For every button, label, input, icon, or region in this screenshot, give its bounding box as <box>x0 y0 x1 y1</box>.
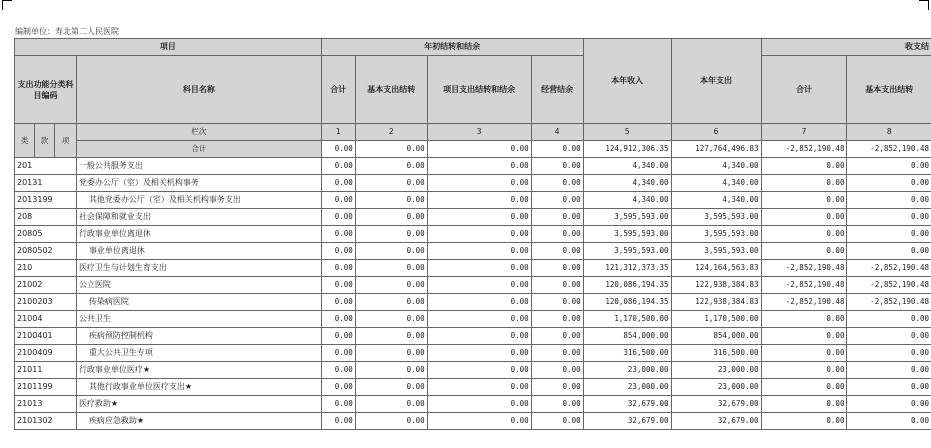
row-value-cell: 0.00 <box>321 175 355 192</box>
row-value-cell: 0.00 <box>761 209 847 226</box>
row-subject-name: 疾病应急救助★ <box>76 413 321 430</box>
row-value-cell: 0.00 <box>427 260 531 277</box>
header-project-carry: 项目支出结转和结余 <box>427 56 531 124</box>
row-value-cell: 0.00 <box>847 226 931 243</box>
row-value-cell: 0.00 <box>321 226 355 243</box>
row-value-cell: 316,500.00 <box>671 345 761 362</box>
row-subject-name: 行政事业单位医疗★ <box>76 362 321 379</box>
row-value-cell: 0.00 <box>761 243 847 260</box>
row-value-cell: 4,340.00 <box>671 158 761 175</box>
row-value-cell: 4,340.00 <box>671 192 761 209</box>
row-value-cell: 0.00 <box>847 158 931 175</box>
sum-cell: 0.00 <box>355 141 427 158</box>
row-value-cell: 316,500.00 <box>583 345 671 362</box>
table-row <box>15 209 931 226</box>
row-value-cell: 0.00 <box>355 260 427 277</box>
row-value-cell: 0.00 <box>531 243 583 260</box>
row-value-cell: 3,595,593.00 <box>671 243 761 260</box>
row-value-cell: 0.00 <box>321 277 355 294</box>
row-value-cell: 0.00 <box>321 209 355 226</box>
row-value-cell: 0.00 <box>761 396 847 413</box>
table-row <box>15 345 931 362</box>
row-value-cell: 0.00 <box>355 294 427 311</box>
row-value-cell: 0.00 <box>427 226 531 243</box>
row-value-cell: 0.00 <box>847 413 931 430</box>
row-value-cell: 854,000.00 <box>583 328 671 345</box>
row-value-cell: 0.00 <box>427 175 531 192</box>
row-value-cell: 0.00 <box>355 209 427 226</box>
row-value-cell: 0.00 <box>531 192 583 209</box>
row-value-cell: 120,086,194.35 <box>583 294 671 311</box>
row-value-cell: 0.00 <box>355 328 427 345</box>
sum-row-label: 合计 <box>76 141 321 158</box>
row-subject-name: 公共卫生 <box>76 311 321 328</box>
table-row <box>15 311 931 328</box>
row-value-cell: 3,595,593.00 <box>671 226 761 243</box>
row-value-cell: 3,595,593.00 <box>583 226 671 243</box>
row-value-cell: 1,170,500.00 <box>671 311 761 328</box>
row-value-cell: 0.00 <box>847 328 931 345</box>
row-value-cell: 0.00 <box>355 226 427 243</box>
row-value-cell: 4,340.00 <box>583 175 671 192</box>
row-value-cell: 4,340.00 <box>583 192 671 209</box>
row-value-cell: 0.00 <box>427 413 531 430</box>
row-value-cell: 0.00 <box>427 243 531 260</box>
row-value-cell: 0.00 <box>321 362 355 379</box>
row-value-cell: -2,852,190.48 <box>847 260 931 277</box>
table-row <box>15 362 931 379</box>
row-value-cell: 0.00 <box>355 345 427 362</box>
col-num: 6 <box>671 124 761 141</box>
header-total2: 合计 <box>761 56 847 124</box>
table-row <box>15 158 931 175</box>
row-code: 20131 <box>15 175 77 192</box>
row-value-cell: 0.00 <box>847 175 931 192</box>
row-subject-name: 公立医院 <box>76 277 321 294</box>
row-value-cell: 0.00 <box>427 379 531 396</box>
frame-corner-top <box>2 0 12 1</box>
unit-label: 编制单位：寿北第二人民医院 <box>15 27 119 36</box>
row-value-cell: 0.00 <box>531 345 583 362</box>
row-value-cell: 124,164,563.83 <box>671 260 761 277</box>
row-value-cell: 4,340.00 <box>583 158 671 175</box>
row-value-cell: 0.00 <box>847 311 931 328</box>
row-subject-name: 一般公共服务支出 <box>76 158 321 175</box>
row-value-cell: 4,340.00 <box>671 175 761 192</box>
frame-corner-right <box>928 0 929 10</box>
row-code: 2013199 <box>15 192 77 209</box>
row-value-cell: 0.00 <box>761 192 847 209</box>
col-num: 1 <box>321 124 355 141</box>
row-value-cell: 0.00 <box>321 158 355 175</box>
col-num: 5 <box>583 124 671 141</box>
row-value-cell: 23,000.00 <box>671 362 761 379</box>
row-code: 20805 <box>15 226 77 243</box>
row-value-cell: 0.00 <box>355 175 427 192</box>
row-value-cell: 0.00 <box>847 345 931 362</box>
sum-cell: 0.00 <box>427 141 531 158</box>
row-value-cell: 23,000.00 <box>583 379 671 396</box>
table-row <box>15 413 931 430</box>
table-row <box>15 379 931 396</box>
table-row <box>15 294 931 311</box>
row-value-cell: 0.00 <box>847 209 931 226</box>
row-value-cell: 0.00 <box>321 311 355 328</box>
row-index-label: 栏次 <box>76 124 321 141</box>
sum-cell: 0.00 <box>531 141 583 158</box>
row-value-cell: -2,852,190.48 <box>847 294 931 311</box>
col-num: 3 <box>427 124 531 141</box>
frame-corner-top-right <box>919 0 929 1</box>
sum-cell: 124,912,306.35 <box>583 141 671 158</box>
col-num: 7 <box>761 124 847 141</box>
col-num: 8 <box>847 124 931 141</box>
header-carryover-group: 年初结转和结余 <box>321 39 583 56</box>
frame-corner-left <box>2 0 3 10</box>
row-value-cell: 0.00 <box>427 209 531 226</box>
row-subject-name: 其他行政事业单位医疗支出★ <box>76 379 321 396</box>
row-value-cell: -2,852,190.48 <box>847 277 931 294</box>
row-value-cell: 120,086,194.35 <box>583 277 671 294</box>
row-value-cell: 0.00 <box>761 413 847 430</box>
row-value-cell: 0.00 <box>355 379 427 396</box>
table-row <box>15 260 931 277</box>
row-value-cell: 0.00 <box>847 243 931 260</box>
header-func-code: 支出功能分类科目编码 <box>15 56 77 124</box>
row-value-cell: 23,000.00 <box>671 379 761 396</box>
row-value-cell: 0.00 <box>427 396 531 413</box>
report-table <box>14 38 931 430</box>
row-value-cell: 32,679.00 <box>671 413 761 430</box>
row-value-cell: 0.00 <box>531 362 583 379</box>
sum-cell: 0.00 <box>321 141 355 158</box>
row-value-cell: 0.00 <box>355 277 427 294</box>
row-value-cell: 0.00 <box>761 158 847 175</box>
row-value-cell: 32,679.00 <box>583 396 671 413</box>
table-row <box>15 243 931 260</box>
row-value-cell: 0.00 <box>761 226 847 243</box>
row-value-cell: 0.00 <box>321 243 355 260</box>
header-project: 项目 <box>15 39 322 56</box>
row-value-cell: 854,000.00 <box>671 328 761 345</box>
row-value-cell: 3,595,593.00 <box>583 243 671 260</box>
row-value-cell: 0.00 <box>847 396 931 413</box>
row-value-cell: 0.00 <box>761 362 847 379</box>
row-value-cell: 0.00 <box>355 362 427 379</box>
header-basic-carry: 基本支出结转 <box>355 56 427 124</box>
header-basic-carry2: 基本支出结转 <box>847 56 931 124</box>
row-subject-name: 党委办公厅（室）及相关机构事务 <box>76 175 321 192</box>
sum-cell: -2,852,190.48 <box>761 141 847 158</box>
header-lei: 类 <box>15 124 35 158</box>
row-value-cell: 23,000.00 <box>583 362 671 379</box>
row-code: 208 <box>15 209 77 226</box>
row-subject-name: 医疗救助★ <box>76 396 321 413</box>
table-row <box>15 396 931 413</box>
row-value-cell: 0.00 <box>847 362 931 379</box>
row-value-cell: 0.00 <box>427 294 531 311</box>
header-income-expense-group: 收支结 <box>761 39 931 56</box>
header-subject-name: 科目名称 <box>76 56 321 124</box>
row-subject-name: 其他党委办公厅（室）及相关机构事务支出 <box>76 192 321 209</box>
row-value-cell: 122,938,384.83 <box>671 277 761 294</box>
row-value-cell: 0.00 <box>531 311 583 328</box>
row-value-cell: 3,595,593.00 <box>583 209 671 226</box>
row-value-cell: 0.00 <box>531 328 583 345</box>
row-value-cell: -2,852,190.48 <box>761 277 847 294</box>
row-value-cell: 121,312,373.35 <box>583 260 671 277</box>
row-value-cell: 0.00 <box>321 396 355 413</box>
row-value-cell: 0.00 <box>321 294 355 311</box>
row-code: 201 <box>15 158 77 175</box>
row-value-cell: -2,852,190.48 <box>761 294 847 311</box>
row-value-cell: 0.00 <box>531 260 583 277</box>
row-value-cell: 0.00 <box>321 260 355 277</box>
row-value-cell: 32,679.00 <box>583 413 671 430</box>
table-row <box>15 328 931 345</box>
table-row <box>15 175 931 192</box>
sum-cell: 127,764,496.83 <box>671 141 761 158</box>
row-value-cell: 0.00 <box>321 379 355 396</box>
header-annual-income: 本年收入 <box>583 39 671 124</box>
row-value-cell: 0.00 <box>321 328 355 345</box>
row-value-cell: 1,170,500.00 <box>583 311 671 328</box>
row-value-cell: 122,938,384.83 <box>671 294 761 311</box>
row-value-cell: 0.00 <box>531 209 583 226</box>
row-code: 2100401 <box>15 328 77 345</box>
row-code: 21004 <box>15 311 77 328</box>
row-code: 2080502 <box>15 243 77 260</box>
table-row <box>15 226 931 243</box>
header-xiang: 项 <box>54 124 76 158</box>
row-value-cell: 0.00 <box>321 413 355 430</box>
row-value-cell: 0.00 <box>321 345 355 362</box>
row-value-cell: 0.00 <box>355 158 427 175</box>
row-code: 21013 <box>15 396 77 413</box>
row-subject-name: 事业单位离退休 <box>76 243 321 260</box>
row-value-cell: -2,852,190.48 <box>761 260 847 277</box>
row-subject-name: 重大公共卫生专项 <box>76 345 321 362</box>
row-code: 210 <box>15 260 77 277</box>
row-value-cell: 0.00 <box>427 192 531 209</box>
row-value-cell: 3,595,593.00 <box>671 209 761 226</box>
row-value-cell: 0.00 <box>427 345 531 362</box>
row-subject-name: 社会保障和就业支出 <box>76 209 321 226</box>
row-value-cell: 0.00 <box>355 311 427 328</box>
row-value-cell: 0.00 <box>761 345 847 362</box>
row-value-cell: 0.00 <box>427 362 531 379</box>
row-code: 21011 <box>15 362 77 379</box>
row-value-cell: 0.00 <box>531 158 583 175</box>
row-value-cell: 0.00 <box>355 243 427 260</box>
row-subject-name: 行政事业单位离退休 <box>76 226 321 243</box>
row-subject-name: 传染病医院 <box>76 294 321 311</box>
row-value-cell: 0.00 <box>427 277 531 294</box>
header-kuan: 款 <box>34 124 54 158</box>
row-value-cell: 0.00 <box>531 226 583 243</box>
row-value-cell: 0.00 <box>427 158 531 175</box>
row-value-cell: 0.00 <box>531 413 583 430</box>
sum-cell: -2,852,190.48 <box>847 141 931 158</box>
row-code: 2100203 <box>15 294 77 311</box>
row-value-cell: 32,679.00 <box>671 396 761 413</box>
row-value-cell: 0.00 <box>355 192 427 209</box>
row-value-cell: 0.00 <box>761 379 847 396</box>
table-row <box>15 277 931 294</box>
row-value-cell: 0.00 <box>321 192 355 209</box>
row-value-cell: 0.00 <box>531 175 583 192</box>
row-code: 2100409 <box>15 345 77 362</box>
row-value-cell: 0.00 <box>355 396 427 413</box>
row-code: 21002 <box>15 277 77 294</box>
row-code: 2101302 <box>15 413 77 430</box>
row-value-cell: 0.00 <box>847 192 931 209</box>
row-value-cell: 0.00 <box>531 294 583 311</box>
row-value-cell: 0.00 <box>761 328 847 345</box>
table-row <box>15 192 931 209</box>
row-value-cell: 0.00 <box>847 379 931 396</box>
row-code: 2101199 <box>15 379 77 396</box>
row-value-cell: 0.00 <box>531 396 583 413</box>
header-total: 合计 <box>321 56 355 124</box>
row-value-cell: 0.00 <box>531 277 583 294</box>
row-value-cell: 0.00 <box>761 311 847 328</box>
row-subject-name: 医疗卫生与计划生育支出 <box>76 260 321 277</box>
header-annual-expense: 本年支出 <box>671 39 761 124</box>
col-num: 4 <box>531 124 583 141</box>
row-value-cell: 0.00 <box>761 175 847 192</box>
row-subject-name: 疾病预防控制机构 <box>76 328 321 345</box>
col-num: 2 <box>355 124 427 141</box>
row-value-cell: 0.00 <box>427 328 531 345</box>
row-value-cell: 0.00 <box>355 413 427 430</box>
row-value-cell: 0.00 <box>531 379 583 396</box>
header-business-surplus: 经营结余 <box>531 56 583 124</box>
row-value-cell: 0.00 <box>427 311 531 328</box>
